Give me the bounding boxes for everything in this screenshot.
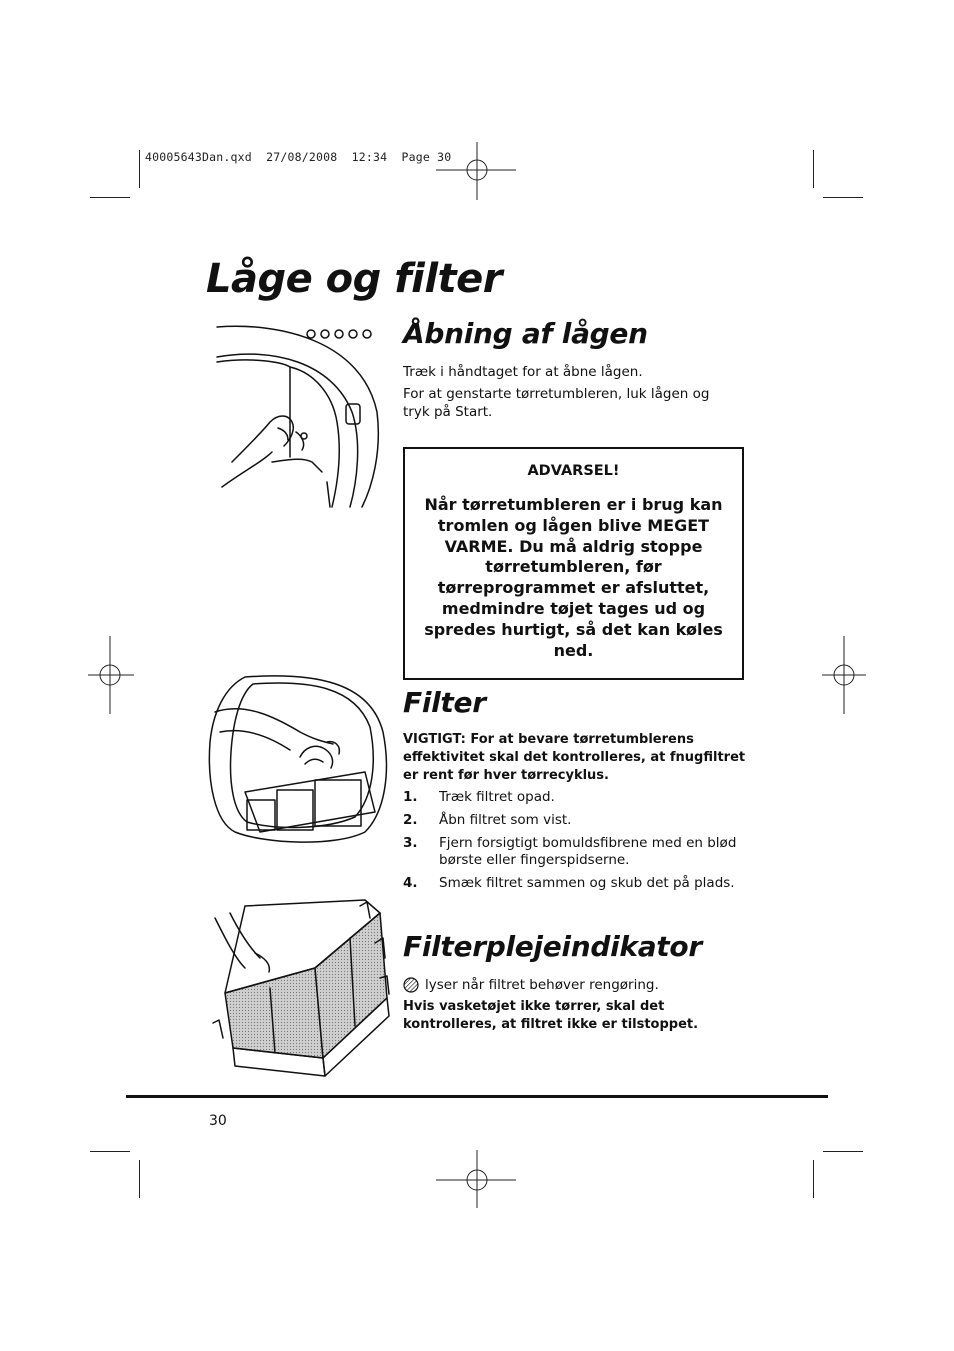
filter-important-note: VIGTIGT: For at bevare tørretumblerens effektivitet skal det kontrolleres, at fnugfiltret er rent før hver tørrecyklus. <box>403 732 746 783</box>
indicator-line <box>403 976 659 994</box>
filter-heading: Filter <box>403 686 486 719</box>
crop-mark <box>90 197 130 198</box>
warning-text: Når tørretumbleren er i brug kan tromlen og lågen blive MEGET VARME. Du må aldrig stoppe tørretumbleren, før tørreprogrammet er afsluttet, medmindre tøjet tages ud og spredes hurtigt, så det kan køles ned. <box>424 495 723 660</box>
list-item <box>403 812 748 829</box>
filter-steps <box>403 789 748 898</box>
warning-title: ADVARSEL! <box>527 463 620 479</box>
step-number: 2. <box>403 812 418 828</box>
registration-mark <box>436 1150 518 1210</box>
indicator-text: lyser når filtret behøver rengøring. <box>425 977 659 993</box>
footer-rule <box>126 1095 828 1098</box>
door-paragraph-2: For at genstarte tørretumbleren, luk lågen og tryk på Start. <box>403 386 710 420</box>
step-text: Træk filtret opad. <box>439 789 555 805</box>
step-number: 1. <box>403 789 418 805</box>
page-number: 30 <box>209 1113 227 1129</box>
step-text: Fjern forsigtigt bomuldsfibrene med en blød børste eller fingerspidserne. <box>439 835 737 868</box>
list-item <box>403 789 748 806</box>
list-item <box>403 835 748 869</box>
list-item <box>403 875 748 892</box>
crop-mark <box>90 1151 130 1152</box>
step-text: Åbn filtret som vist. <box>439 812 572 828</box>
crop-mark <box>139 150 140 188</box>
step-number: 3. <box>403 835 418 851</box>
registration-mark <box>818 636 868 716</box>
indicator-heading: Filterplejeindikator <box>403 930 702 963</box>
filter-indicator-icon <box>403 977 419 993</box>
door-heading: Åbning af lågen <box>403 317 648 350</box>
step-text: Smæk filtret sammen og skub det på plads. <box>439 875 735 891</box>
registration-mark <box>88 636 138 716</box>
indicator-note: Hvis vasketøjet ikke tørrer, skal det kontrolleres, at filtret ikke er tilstoppet. <box>403 999 699 1032</box>
door-paragraph-1: Træk i håndtaget for at åbne lågen. <box>403 364 643 380</box>
step-number: 4. <box>403 875 418 891</box>
crop-mark <box>139 1160 140 1198</box>
crop-mark <box>823 1151 863 1152</box>
crop-mark <box>813 150 814 188</box>
crop-mark <box>813 1160 814 1198</box>
warning-box <box>403 447 744 680</box>
door-opening-illustration <box>212 322 392 512</box>
page-title: Låge og filter <box>206 256 503 302</box>
filter-open-illustration <box>205 898 395 1086</box>
filter-removal-illustration <box>205 672 395 852</box>
file-slug: 40005643Dan.qxd 27/08/2008 12:34 Page 30 <box>145 150 452 164</box>
crop-mark <box>823 197 863 198</box>
